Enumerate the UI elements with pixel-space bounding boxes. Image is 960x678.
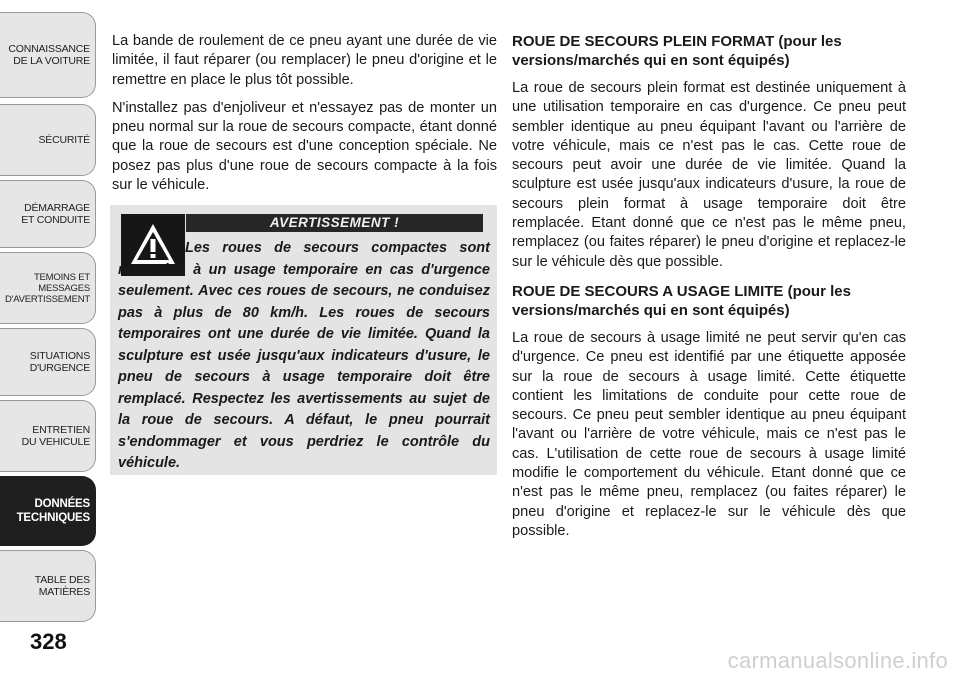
warning-text: Les roues de secours compactes sont réservées à un usage temporaire en cas d'urgence seulement. Avec ces roues de secours, ne conduisez pas à plus de 80 km/h. Les roues de secours temporaires ont une durée de vie limitée. Quand la sculpture est usée jusqu'aux indicateurs d'usure, le pneu de secours à usage temporaire doit être remplacé. Respectez les avertissements au sujet de la roue de secours. A défaut, le pneu pourrait s'endommager et vous perdriez le contrôle du véhicule. <box>118 240 490 471</box>
tab-donnees-active[interactable] <box>0 476 96 546</box>
warning-box <box>110 205 497 475</box>
section-heading: ROUE DE SECOURS PLEIN FORMAT (pour les versions/marchés qui en sont équipés) <box>512 33 842 69</box>
section-heading: ROUE DE SECOURS A USAGE LIMITE (pour les versions/marchés qui en sont équipés) <box>512 282 851 319</box>
warning-title: AVERTISSEMENT ! <box>186 214 483 232</box>
tab-label: CONNAISSANCE <box>8 43 90 55</box>
paragraph: N'installez pas d'enjoliveur et n'essayez pas de monter un pneu normal sur la roue de secours compacte, étant donné que la roue de secours est d'une conception spéciale. Ne posez pas plus d'une roue de secours compacte à la fois sur le véhicule. <box>112 99 497 194</box>
tab-entretien[interactable] <box>0 400 96 472</box>
tab-label: ET CONDUITE <box>21 214 90 226</box>
right-column <box>512 32 906 551</box>
tab-label: ENTRETIEN <box>32 424 90 436</box>
tab-securite[interactable] <box>0 104 96 176</box>
paragraph: La bande de roulement de ce pneu ayant une durée de vie limitée, il faut réparer (ou remplacer) le pneu d'origine et le remettre en place le plus tôt possible. <box>112 33 497 88</box>
tab-label: TECHNIQUES <box>16 512 90 524</box>
tab-label: D'AVERTISSEMENT <box>4 293 90 305</box>
tab-label: SITUATIONS <box>29 350 90 362</box>
tab-label: DE LA VOITURE <box>13 55 90 67</box>
tab-temoins[interactable] <box>0 252 96 324</box>
paragraph: La roue de secours à usage limité ne peut servir qu'en cas d'urgence. Ce pneu est identifié par une étiquette apposée sur la roue de secours à usage limité. Cette étiquette contient les limitations de conduite pour cette roue de secours. Ce pneu peut sembler identique au pneu équipant l'avant ou l'arrière de votre véhicule, mais ce n'est pas le cas. L'utilisation de cette roue de secours à usage limité modifie le comportement du véhicule. Etant donné que ce n'est pas le même pneu, remplacez (ou faites réparer) le pneu d'origine et replacez-le sur le véhicule dès que possible. <box>512 329 906 539</box>
tab-label: DÉMARRAGE <box>24 202 90 214</box>
tab-label: MESSAGES <box>38 282 90 294</box>
tab-table[interactable] <box>0 550 96 622</box>
tab-label: MATIÈRES <box>38 586 90 598</box>
tab-label: SÉCURITÉ <box>38 134 90 146</box>
sidebar-nav <box>0 0 98 640</box>
tab-connaissance[interactable] <box>0 12 96 98</box>
tab-label: D'URGENCE <box>29 362 90 374</box>
tab-demarrage[interactable] <box>0 180 96 248</box>
watermark: carmanualsonline.info <box>727 648 948 673</box>
page-number: 328 <box>30 629 67 654</box>
tab-label: DU VEHICULE <box>21 436 90 448</box>
tab-label: TEMOINS ET <box>33 271 90 283</box>
tab-label: DONNÉES <box>34 498 90 510</box>
tab-situations[interactable] <box>0 328 96 396</box>
paragraph: La roue de secours plein format est destinée uniquement à une utilisation temporaire en cas d'urgence. Ce pneu peut sembler identique au pneu équipant l'avant ou l'arrière de votre véhicule, mais ce n'est pas le cas. Cette roue de secours peut avoir une durée de vie limitée. Quand la sculpture est usée jusqu'aux indicateurs d'usure, la roue de secours plein format à usage temporaire doit être remplacée. Etant donné que ce n'est pas le même pneu, remplacez (ou faites réparer) le pneu d'origine et replacez-le sur le véhicule dès que possible. <box>512 80 906 270</box>
left-column <box>112 32 497 204</box>
tab-label: TABLE DES <box>34 574 90 586</box>
